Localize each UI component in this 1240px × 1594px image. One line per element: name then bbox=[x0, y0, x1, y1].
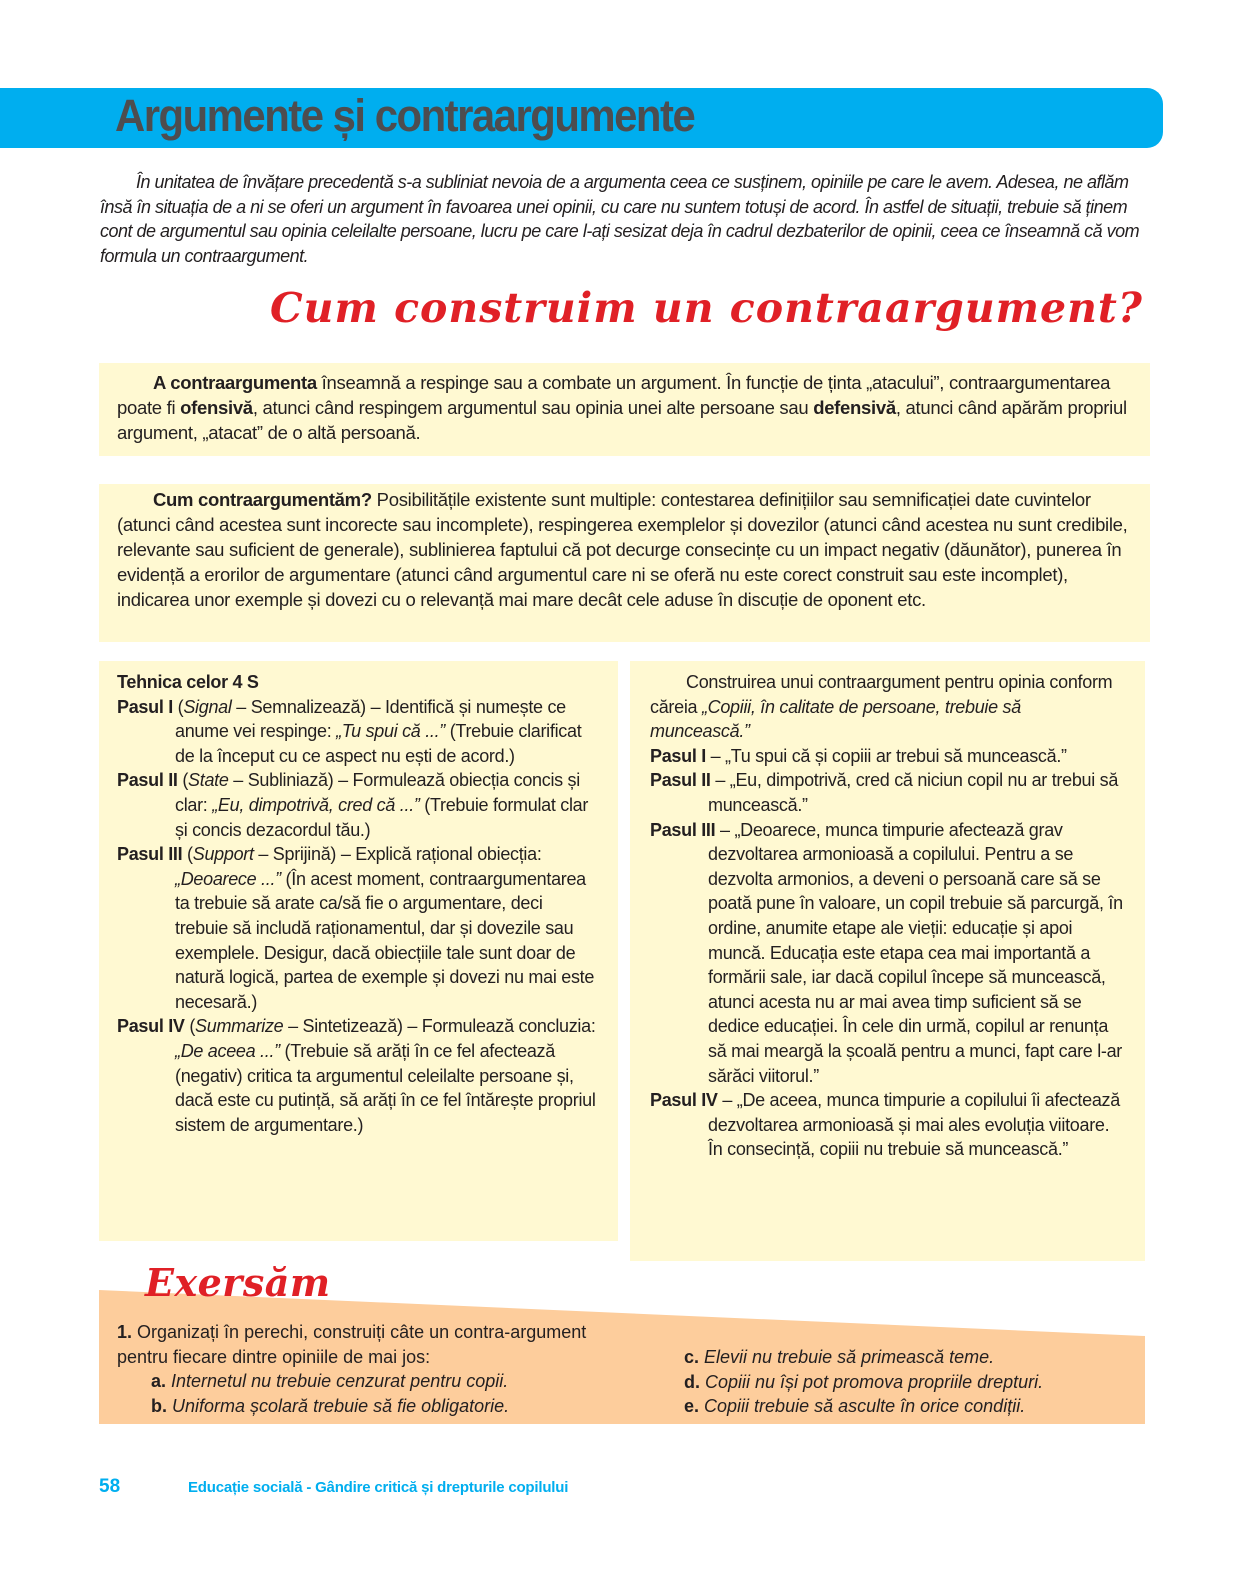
step-label: Pasul II bbox=[117, 770, 178, 791]
step-text: – „De aceea, munca timpurie a copilului îi afectează dezvoltarea armonioasă și mai ales evoluția viitoare. În consecință, copiii nu trebuie să muncească.” bbox=[708, 1090, 1120, 1160]
exercise-prompt bbox=[117, 1320, 587, 1369]
definition-text bbox=[117, 370, 1132, 445]
technique-step bbox=[117, 1014, 600, 1137]
exercise-option bbox=[117, 1369, 587, 1394]
example-intro-text: Construirea unui contraargument pentru opinia conform căreia bbox=[650, 672, 1113, 717]
step-label: Pasul III bbox=[117, 844, 183, 865]
step-paren: ( bbox=[172, 696, 184, 717]
technique-step bbox=[117, 842, 600, 1014]
exercise-right-column bbox=[684, 1345, 1144, 1419]
offensive-term: ofensivă bbox=[180, 397, 253, 418]
defensive-term: defensivă bbox=[813, 397, 896, 418]
step-quote: „Eu, dimpotrivă, cred că ...” bbox=[212, 794, 420, 815]
step-english-term: State bbox=[188, 770, 229, 791]
step-english-term: Signal bbox=[183, 696, 232, 717]
definition-box bbox=[99, 363, 1150, 456]
step-label: Pasul IV bbox=[650, 1090, 718, 1111]
step-text: – „Tu spui că și copiii ar trebui să muncească.” bbox=[705, 745, 1067, 766]
option-letter: e. bbox=[684, 1396, 700, 1417]
technique-box bbox=[99, 661, 618, 1241]
technique-step bbox=[117, 695, 600, 769]
definition-part: înseamnă a respinge sau a combate un argument. În funcție de ținta „atacului”, contraargumentarea poate fi bbox=[117, 372, 1111, 418]
step-quote: „Deoarece ...” bbox=[175, 868, 281, 889]
exercise-number: 1. bbox=[117, 1322, 133, 1342]
step-label: Pasul II bbox=[650, 770, 711, 791]
section-heading: Cum construim un contraargument? bbox=[270, 284, 1143, 332]
exercise-option bbox=[684, 1370, 1144, 1395]
step-note: (În acest moment, contraargumentarea ta trebuie să arate ca/să fie o argumentare, deci trebuie să includă raționamentul, dar și dovezile sau exemplele. Desigur, dacă obiecțiile tale sunt doar de natură logică, partea de exemple și dovezi nu mai este necesară.) bbox=[175, 868, 595, 1012]
intro-paragraph bbox=[100, 170, 1150, 268]
example-step bbox=[650, 744, 1125, 769]
option-letter: c. bbox=[684, 1347, 700, 1367]
step-note: (Trebuie să arăți în ce fel afectează (negativ) critica ta argumentul celeilalte persoane și, dacă este cu putință, să arăți în ce fel întărește propriul sistem de argumentare.) bbox=[175, 1040, 596, 1135]
example-step bbox=[650, 1088, 1125, 1162]
option-letter: a. bbox=[151, 1371, 167, 1392]
option-letter: d. bbox=[684, 1371, 700, 1392]
example-opinion: „Copiii, în calitate de persoane, trebuie să muncească.” bbox=[650, 696, 1021, 742]
option-text: Copiii trebuie să asculte în orice condiții. bbox=[704, 1396, 1026, 1417]
how-to-body: Posibilitățile existente sunt multiple: contestarea definițiilor sau semnificației date cuvintelor (atunci când acestea sunt incorecte sau incomplete), respingerea exemplelor și dovezilor (atunci când acestea nu sunt credibile, relevante sau suficient de generale), sublinierea faptului că pot decurge consecințe cu un impact negativ (dăunător), punerea în evidență a erorilor de argumentare (atunci când argumentul care ni se oferă nu este corect construit sau este incomplet), indicarea unor exemple și dovezi cu o relevanță mai mare decât cele aduse în discuție de oponent etc. bbox=[117, 489, 1128, 610]
step-description: – Subliniază) – Formulează obiecția concis și clar: bbox=[175, 770, 580, 815]
option-text: Internetul nu trebuie cenzurat pentru copii. bbox=[171, 1371, 509, 1392]
how-to-lead: Cum contraargumentăm? bbox=[153, 489, 372, 510]
book-title: Educație socială - Gândire critică și drepturile copilului bbox=[188, 1479, 569, 1496]
intro-text: În unitatea de învățare precedentă s-a subliniat nevoia de a argumenta ceea ce susținem, opiniile pe care le avem. Adesea, ne aflăm însă în situația de a ni se oferi un argument în favoarea unei opinii, cu care nu suntem totuși de acord. În astfel de situații, trebuie să ținem cont de argumentul sau opinia celeilalte persoane, lucru pe care l-ați sesizat deja în cadrul dezbaterilor de opinii, ceea ce înseamnă că vom formula un contraargument. bbox=[100, 172, 1140, 266]
exercise-option bbox=[117, 1394, 587, 1419]
option-text: Elevii nu trebuie să primească teme. bbox=[704, 1347, 995, 1367]
page-number: 58 bbox=[99, 1476, 121, 1497]
step-english-term: Summarize bbox=[195, 1016, 284, 1037]
exercise-prompt-text: Organizați în perechi, construiți câte un contra-argument pentru fiecare dintre opiniile de mai jos: bbox=[117, 1322, 587, 1367]
step-label: Pasul I bbox=[650, 745, 706, 766]
technique-step bbox=[117, 768, 600, 842]
step-english-term: Support bbox=[192, 844, 254, 865]
step-description: – Sprijină) – Explică rațional obiecția: bbox=[253, 844, 542, 865]
option-text: Uniforma școlară trebuie să fie obligatorie. bbox=[172, 1395, 510, 1416]
step-paren: ( bbox=[177, 770, 189, 791]
step-note: (Trebuie formulat clar și concis dezacordul tău.) bbox=[175, 794, 589, 840]
exercise-option bbox=[684, 1345, 1144, 1370]
step-quote: „Tu spui că ...” bbox=[336, 721, 446, 742]
exercise-left-column bbox=[117, 1320, 587, 1418]
step-quote: „De aceea ...” bbox=[175, 1040, 280, 1061]
step-description: – Sintetizează) – Formulează concluzia: bbox=[283, 1016, 596, 1037]
example-box bbox=[630, 661, 1145, 1261]
technique-title-text: Tehnica celor 4 S bbox=[117, 672, 259, 692]
step-label: Pasul IV bbox=[117, 1016, 185, 1037]
option-letter: b. bbox=[151, 1395, 167, 1416]
step-label: Pasul III bbox=[650, 819, 716, 840]
technique-title bbox=[117, 670, 600, 695]
step-description: – Semnalizează) – Identifică și numește ce anume vei respinge: bbox=[175, 696, 566, 742]
how-to-box bbox=[99, 484, 1150, 642]
step-paren: ( bbox=[184, 1016, 196, 1037]
definition-part: , atunci când apărăm propriul argument, „atacat” de o altă persoană. bbox=[117, 397, 1127, 443]
step-text: – „Deoarece, munca timpurie afectează grav dezvoltarea armonioasă a copilului. Pentru a se dezvolta armonios, a deveni o persoană care să se poată pune în valoare, un copil trebuie să parcurgă, în ordine, anumite etape ale vieții: educație și apoi muncă. Educația este etapa cea mai importantă a formării sale, iar dacă copilul începe să muncească, atunci acesta nu ar mai avea timp suficient să se dedice educației. În cele din urmă, copilul ar renunța să mai meargă la școală pentru a munci, fapt care l-ar sărăci viitorul.” bbox=[708, 819, 1123, 1086]
definition-part: , atunci când respingem argumentul sau opinia unei alte persoane sau bbox=[252, 397, 814, 418]
how-to-text bbox=[117, 487, 1132, 612]
step-note: (Trebuie clarificat de la început cu ce aspect nu ești de acord.) bbox=[175, 721, 582, 766]
example-intro bbox=[650, 670, 1125, 744]
example-step bbox=[650, 768, 1125, 817]
step-text: – „Eu, dimpotrivă, cred că niciun copil nu ar trebui să muncească.” bbox=[708, 770, 1119, 815]
step-paren: ( bbox=[182, 844, 193, 865]
exercise-heading: Exersăm bbox=[145, 1260, 331, 1305]
step-label: Pasul I bbox=[117, 696, 173, 717]
option-text: Copiii nu își pot promova propriile drepturi. bbox=[705, 1371, 1044, 1392]
exercise-option bbox=[684, 1394, 1144, 1419]
definition-term: A contraargumenta bbox=[153, 372, 317, 393]
example-step bbox=[650, 818, 1125, 1089]
page-title: Argumente și contraargumente bbox=[115, 90, 695, 141]
title-banner bbox=[0, 88, 1163, 148]
